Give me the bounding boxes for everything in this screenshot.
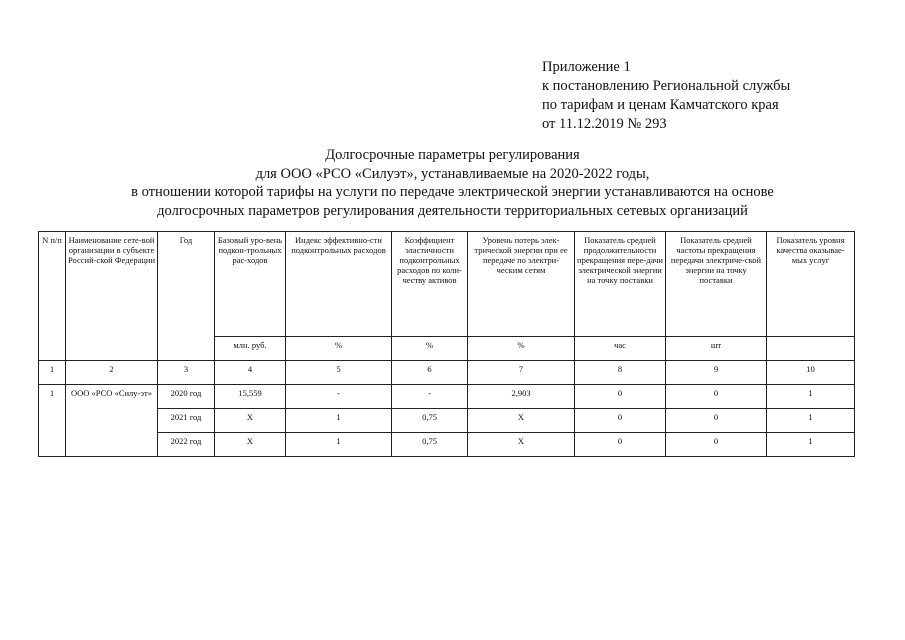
header-cell: Показатель средней частоты прекращения передачи электриче-ской энергии на точку поставки <box>666 232 767 337</box>
title-line: для ООО «РСО «Силуэт», устанавливаемые на 2020-2022 годы, <box>255 165 650 182</box>
duration-cell: 0 <box>575 385 666 409</box>
unit-cell: % <box>468 337 575 361</box>
index-cell: - <box>286 385 392 409</box>
base-cell: X <box>215 409 286 433</box>
quality-cell: 1 <box>767 433 855 457</box>
duration-cell: 0 <box>575 433 666 457</box>
title-line: долгосрочных параметров регулирования деятельности территориальных сетевых организаций <box>157 202 748 219</box>
base-cell: 15,559 <box>215 385 286 409</box>
header-cell: Показатель средней продолжительности прекращения пере-дачи электрической энергии на точку поставки <box>575 232 666 337</box>
appendix-line: Приложение 1 <box>542 59 631 75</box>
table-row <box>39 409 855 433</box>
coef-cell: 0,75 <box>392 409 468 433</box>
column-number-row <box>39 361 855 385</box>
column-number-cell: 1 <box>39 361 66 385</box>
column-number-cell: 4 <box>215 361 286 385</box>
year-cell: 2021 год <box>158 409 215 433</box>
index-cell: 1 <box>286 433 392 457</box>
unit-cell: % <box>286 337 392 361</box>
header-row <box>39 232 855 337</box>
parameters-table <box>38 231 855 457</box>
appendix-block <box>542 58 790 134</box>
year-cell: 2022 год <box>158 433 215 457</box>
column-number-cell: 2 <box>66 361 158 385</box>
losses-cell: X <box>468 409 575 433</box>
header-cell: Год <box>158 232 215 361</box>
unit-cell: млн. руб. <box>215 337 286 361</box>
appendix-line: от 11.12.2019 № 293 <box>542 116 667 132</box>
column-number-cell: 7 <box>468 361 575 385</box>
column-number-cell: 6 <box>392 361 468 385</box>
base-cell: X <box>215 433 286 457</box>
header-cell: Коэффициент эластичности подконтрольных расходов по коли-честву активов <box>392 232 468 337</box>
title-line: в отношении которой тарифы на услуги по передаче электрической энергии устанавливаются на основе <box>131 184 774 200</box>
losses-cell: 2,903 <box>468 385 575 409</box>
unit-cell: шт <box>666 337 767 361</box>
losses-cell: X <box>468 433 575 457</box>
quality-cell: 1 <box>767 409 855 433</box>
column-number-cell: 5 <box>286 361 392 385</box>
unit-cell: час <box>575 337 666 361</box>
coef-cell: 0,75 <box>392 433 468 457</box>
header-cell: Индекс эффективно-сти подконтрольных расходов <box>286 232 392 337</box>
header-cell: N п/п <box>39 232 66 361</box>
column-number-cell: 10 <box>767 361 855 385</box>
frequency-cell: 0 <box>666 409 767 433</box>
column-number-cell: 8 <box>575 361 666 385</box>
frequency-cell: 0 <box>666 385 767 409</box>
row-number-cell: 1 <box>39 385 66 457</box>
header-cell: Наименование сете-вой организации в субъекте Россий-ской Федерации <box>66 232 158 361</box>
column-number-cell: 9 <box>666 361 767 385</box>
organization-cell: ООО «РСО «Силу-эт» <box>66 385 158 457</box>
column-number-cell: 3 <box>158 361 215 385</box>
header-cell: Показатель уровня качества оказывае-мых услуг <box>767 232 855 337</box>
quality-cell: 1 <box>767 385 855 409</box>
document-title <box>40 146 865 220</box>
table-row <box>39 433 855 457</box>
header-cell: Уровень потерь элек-трической энергии при ее передаче по электри-ческим сетям <box>468 232 575 337</box>
frequency-cell: 0 <box>666 433 767 457</box>
index-cell: 1 <box>286 409 392 433</box>
unit-cell: % <box>392 337 468 361</box>
title-line: Долгосрочные параметры регулирования <box>325 147 580 163</box>
unit-cell <box>767 337 855 361</box>
appendix-line: к постановлению Региональной службы <box>542 78 791 94</box>
duration-cell: 0 <box>575 409 666 433</box>
coef-cell: - <box>392 385 468 409</box>
header-cell: Базовый уро-вень подкон-трольных рас-ходов <box>215 232 286 337</box>
year-cell: 2020 год <box>158 385 215 409</box>
appendix-line: по тарифам и ценам Камчатского края <box>542 97 779 113</box>
table-row <box>39 385 855 409</box>
